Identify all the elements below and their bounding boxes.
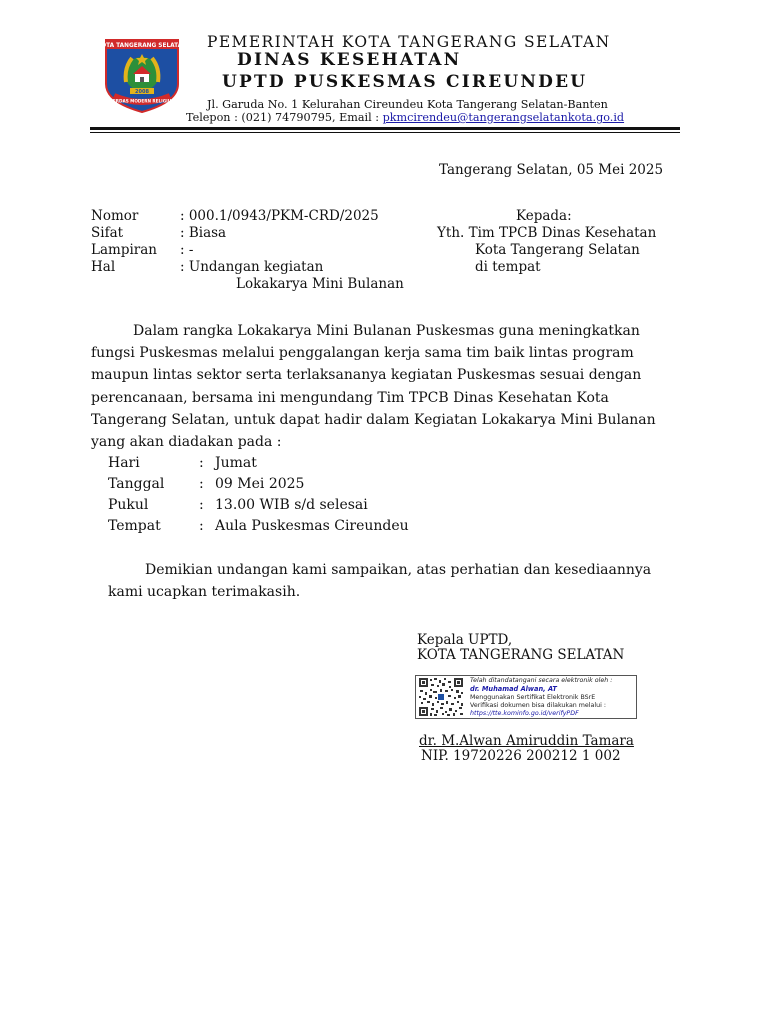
address-line: Jl. Garuda No. 1 Kelurahan Cireundeu Kota Tangerang Selatan-Banten [207, 98, 608, 111]
government-name: PEMERINTAH KOTA TANGERANG SELATAN [207, 33, 611, 51]
esign-line-1: Telah ditandatangani secara elektronik oleh : [470, 677, 613, 684]
letterhead-rule-thick [90, 127, 680, 130]
meta-value-hal: : Undangan kegiatan [180, 259, 324, 275]
detail-label-tanggal: Tanggal [108, 476, 165, 492]
city-emblem-logo [96, 38, 188, 114]
body-line-4: perencanaan, bersama ini mengundang Tim TPCB Dinas Kesehatan Kota [91, 390, 609, 406]
meta-label-lampiran: Lampiran [91, 242, 157, 258]
meta-value-sifat: : Biasa [180, 225, 227, 241]
meta-label-sifat: Sifat [91, 225, 124, 241]
signatory-title-1: Kepala UPTD, [417, 632, 513, 648]
recipient-heading: Kepada: [516, 208, 572, 224]
body-line-5: Tangerang Selatan, untuk dapat hadir dalam Kegiatan Lokakarya Mini Bulanan [91, 412, 656, 428]
detail-label-hari: Hari [108, 455, 140, 471]
detail-label-pukul: Pukul [108, 497, 149, 513]
meta-value-lampiran: : - [180, 242, 194, 258]
detail-colon: : [199, 455, 204, 471]
meta-value-nomor: : 000.1/0943/PKM-CRD/2025 [180, 208, 379, 224]
phone-text: Telepon : (021) 74790795, Email : [186, 111, 383, 124]
detail-value-pukul: 13.00 WIB s/d selesai [215, 497, 368, 513]
detail-colon: : [199, 497, 204, 513]
recipient-line-3: di tempat [475, 259, 541, 275]
recipient-line-2: Kota Tangerang Selatan [475, 242, 640, 258]
body-line-1: Dalam rangka Lokakarya Mini Bulanan Puskesmas guna meningkatkan [133, 323, 640, 339]
detail-value-tanggal: 09 Mei 2025 [215, 476, 305, 492]
meta-label-hal: Hal [91, 259, 116, 275]
subject-continuation: Lokakarya Mini Bulanan [236, 276, 404, 292]
signatory-title-2: KOTA TANGERANG SELATAN [417, 647, 625, 663]
meta-label-nomor: Nomor [91, 208, 139, 224]
closing-line-2: kami ucapkan terimakasih. [108, 584, 301, 600]
detail-value-hari: Jumat [215, 455, 257, 471]
body-line-3: maupun lintas sektor serta terlaksananya kegiatan Puskesmas sesuai dengan [91, 367, 642, 383]
logo-motto: CERDAS MODERN RELIGIUS [109, 98, 175, 104]
esign-line-3: Verifikasi dokumen bisa dilakukan melalui : [470, 702, 607, 709]
esign-signer-name: dr. Muhamad Alwan, AT [470, 685, 557, 693]
department-name: DINAS KESEHATAN [237, 50, 462, 70]
esign-line-2: Menggunakan Sertifikat Elektronik BSrE [470, 694, 596, 701]
body-line-2: fungsi Puskesmas melalui penggalangan kerja sama tim baik lintas program [91, 345, 634, 361]
detail-value-tempat: Aula Puskesmas Cireundeu [215, 518, 409, 534]
unit-name: UPTD PUSKESMAS CIREUNDEU [222, 72, 588, 92]
signatory-nip: NIP. 19720226 200212 1 002 [421, 748, 621, 764]
logo-year: 2008 [135, 89, 149, 95]
logo-top-text: KOTA TANGERANG SELATAN [96, 43, 188, 49]
qr-code-icon [418, 677, 464, 717]
contact-line [186, 109, 624, 126]
letterhead-rule-thin [90, 132, 680, 133]
detail-label-tempat: Tempat [108, 518, 161, 534]
closing-line-1: Demikian undangan kami sampaikan, atas perhatian dan kesediaannya [145, 562, 652, 578]
signatory-name: dr. M.Alwan Amiruddin Tamara [419, 733, 634, 749]
recipient-line-1: Yth. Tim TPCB Dinas Kesehatan [437, 225, 657, 241]
body-line-6: yang akan diadakan pada : [91, 434, 282, 450]
detail-colon: : [199, 476, 204, 492]
email-link[interactable]: pkmcirendeu@tangerangselatankota.go.id [382, 111, 625, 124]
letter-date: Tangerang Selatan, 05 Mei 2025 [439, 162, 664, 178]
detail-colon: : [199, 518, 204, 534]
esign-verify-link[interactable]: https://tte.kominfo.go.id/verifyPDF [470, 710, 579, 717]
